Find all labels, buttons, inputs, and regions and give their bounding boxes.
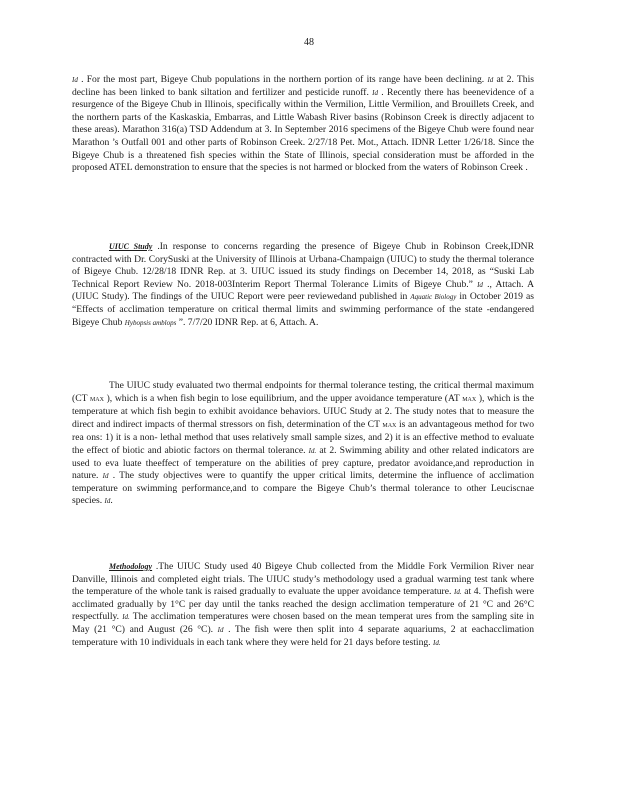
paragraph-text: . For the most part, Bigeye Chub populations in the northern portion of its range have been declining. xyxy=(81,74,485,85)
id-citation: Id xyxy=(104,497,111,506)
paragraph-text: at 2. Swimming ability and other related indicators are used to eva luate theeffect of temperature on the abilities of prey capture, predator avoidance,and reproduction in nature. xyxy=(72,444,534,482)
id-citation: Id. xyxy=(454,588,462,597)
id-citation: Id xyxy=(72,76,78,84)
paragraph-text: . The study objectives were to quantify the upper critical limits, determine the influence of acclimation temperature on swimming performance,and to compare the Bigeye Chub’s thermal tolerance to other Leuciscnae species. xyxy=(72,470,534,507)
id-citation: Id xyxy=(217,625,224,634)
id-citation: Id. xyxy=(122,613,130,622)
id-citation: Id xyxy=(372,88,378,97)
paragraph-uiuc-study xyxy=(72,241,534,329)
paragraph-text: at 4. Thefish were acclimated gradually by 1°C per day until the tanks reached the design acclimation temperature of 21 °C and 26°C respectfully. xyxy=(72,586,534,623)
paragraph-text: . Recently there has beenevidence of a resurgence of the Bigeye Chub in Illinois, specifically within the Vermilion, Little Vermilion, and Brouillets Creek, and the northern parts of the Kaskaskia, Embarras, and Little Wabash River basins (Robinson Creek is directly adjacent to these areas). Marathon 316(a) TSD Addendum at 3. In September 2016 specimens of the Bigeye Chub were found near Marathon ’s Outfall 001 and other parts of Robinson Creek. 2/27/18 Pet. Mot., Attach. IDNR Letter 1/26/18. Since the Bigeye Chub is a threatened fish species within the State of Illinois, special consideration must be afforded in the proposed ATEL demonstration to ensure that the species is not harmed or blocked from the waters of Robinson Creek . xyxy=(72,86,534,174)
paragraph-text: . xyxy=(110,495,113,507)
paragraph-text: The acclimation temperatures were chosen based on the mean temperat ures from the sampling site in May (21 °C) and August (26 °C). xyxy=(72,611,534,635)
id-citation: Id xyxy=(102,472,109,481)
journal-title: Aquatic Biology xyxy=(410,293,457,302)
paragraph-text: is an advantageous method for two rea ons: 1) it is a non- lethal method that uses relatively small sample sizes, and 2) it is an effective method to evaluate the effect of biotic and abiotic factors on thermal tolerance. xyxy=(72,418,535,456)
paragraph-text: in October 2019 as “Effects of acclimation temperature on critical thermal limits and swimming performance of the state -endangered Bigeye Chub xyxy=(72,291,534,328)
species-name: Hybopsis amblops xyxy=(124,318,177,327)
id-citation: Id. xyxy=(308,446,317,455)
id-citation: Id xyxy=(477,280,483,289)
id-citation: Id. xyxy=(433,638,441,647)
paragraph-bigeye-chub-populations xyxy=(72,74,534,175)
paragraph-text: ”. 7/7/20 IDNR Rep. at 6, Attach. A. xyxy=(178,316,319,328)
paragraph-text: ), which is the temperature at which fish begin to exhibit avoidance behaviors. UIUC Study at 2. The study notes that to measure the direct and indirect impacts of thermal stressors on fish, determination of the CT xyxy=(72,392,534,430)
paragraph-text: .In response to concerns regarding the presence of Bigeye Chub in Robinson Creek,IDNR contracted with Dr. CorySuski at the University of Illinois at Urbana-Champaign (UIUC) to study the thermal tolerance of Bigeye Chub. 12/28/18 IDNR Rep. at 3. UIUC issued its study findings on December 14, 2018, as “Suski Lab Technical Report Review No. 2018-003Interim Report Thermal Tolerance Limits of Bigeye Chub.” xyxy=(72,241,534,290)
subscript-max: MAX xyxy=(462,396,477,403)
section-heading-methodology: Methodology xyxy=(109,562,153,571)
paragraph-methodology xyxy=(72,561,534,649)
section-heading-uiuc-study: UIUC Study xyxy=(109,242,153,251)
subscript-max: MAX xyxy=(89,396,104,403)
id-citation: Id xyxy=(487,76,494,84)
paragraph-text: . The fish were then split into 4 separate aquariums, 2 at eachacclimation temperature with 10 individuals in each tank where they were held for 21 days before testing. xyxy=(72,623,535,648)
paragraph-text: .The UIUC Study used 40 Bigeye Chub collected from the Middle Fork Vermilion River near Danville, Illinois and completed eight trials. The UIUC study’s methodology used a gradual warming test tank where the temperature of the whole tank is raised gradually to evaluate the upper avoidance temperature. xyxy=(72,561,534,598)
subscript-max: MAX xyxy=(382,422,397,429)
paragraph-text: at 2. This decline has been linked to bank siltation and fertilizer and pesticide runoff. xyxy=(72,74,534,98)
paragraph-text: The UIUC study evaluated two thermal endpoints for thermal tolerance testing, the critical thermal maximum (CT xyxy=(72,380,534,404)
paragraph-text: ), which is a when fish begin to lose equilibrium, and the upper avoidance temperature (AT xyxy=(106,392,460,404)
paragraph-thermal-endpoints xyxy=(72,380,534,508)
paragraph-text: ., Attach. A (UIUC Study). The findings of the UIUC Report were peer reviewedand published in xyxy=(72,278,535,303)
page-number: 48 xyxy=(304,37,314,48)
